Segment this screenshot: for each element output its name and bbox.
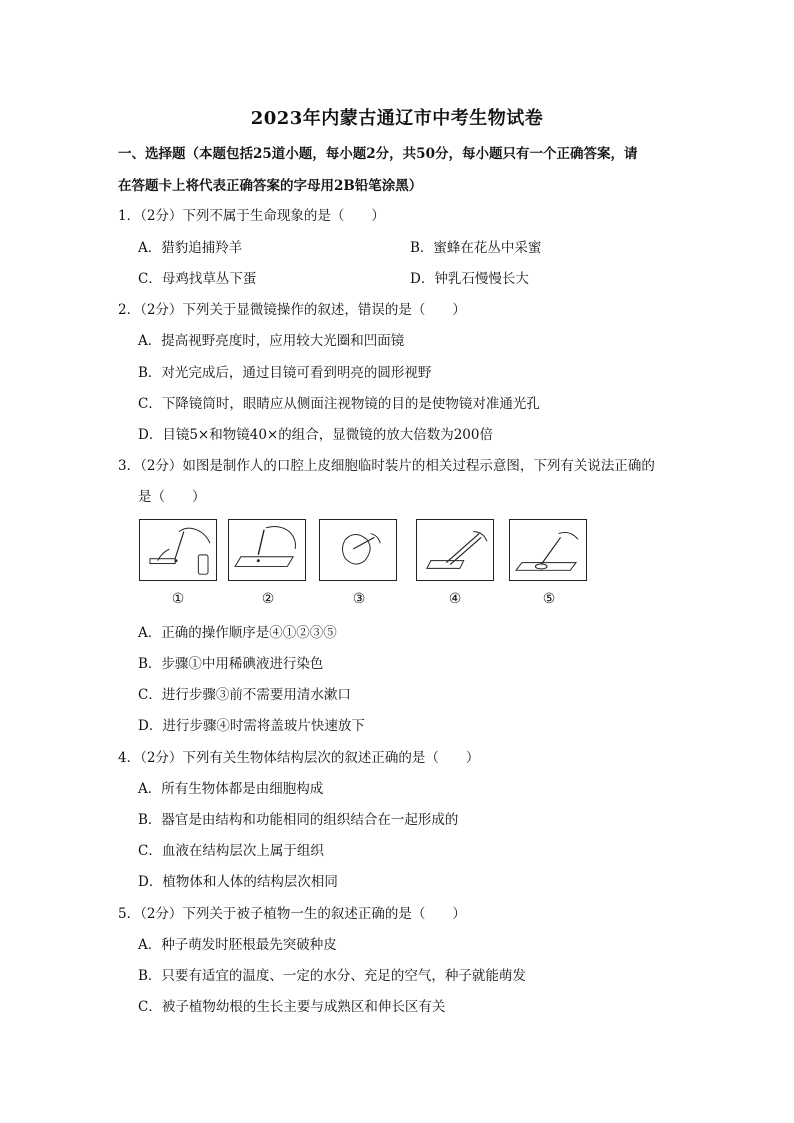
q5-option-a: A．种子萌发时胚根最先突破种皮 (138, 937, 337, 953)
q1-option-d: D．钟乳石慢慢长大 (410, 271, 529, 287)
figure-label-3: ③ (352, 591, 366, 607)
q4-option-b: B．器官是由结构和功能相同的组织结合在一起形成的 (138, 812, 459, 828)
q4-stem: 4．（2分）下列有关生物体结构层次的叙述正确的是（ ） (118, 750, 480, 766)
q2-option-b: B．对光完成后，通过目镜可看到明亮的圆形视野 (138, 365, 432, 381)
q2-option-a: A．提高视野亮度时，应用较大光圈和凹面镜 (138, 333, 405, 349)
q5-option-c: C．被子植物幼根的生长主要与成熟区和伸长区有关 (138, 999, 446, 1015)
q3-option-a: A．正确的操作顺序是④①②③⑤ (138, 625, 337, 641)
q3-stem-line1: 3．（2分）如图是制作人的口腔上皮细胞临时装片的相关过程示意图，下列有关说法正确的 (118, 458, 655, 474)
q1-option-b: B．蜜蜂在花丛中采蜜 (410, 240, 542, 256)
q3-option-b: B．步骤①中用稀碘液进行染色 (138, 656, 324, 672)
figure-label-4: ④ (448, 591, 462, 607)
q3-figure-step-5 (509, 519, 587, 581)
section-heading-line2: 在答题卡上将代表正确答案的字母用2B铅笔涂黑） (118, 178, 423, 194)
q3-figure-step-3 (319, 519, 397, 581)
q5-option-b: B．只要有适宜的温度、一定的水分、充足的空气，种子就能萌发 (138, 968, 526, 984)
dropper-slide-illustration (229, 520, 305, 580)
q2-option-d: D．目镜5×和物镜40×的组合，显微镜的放大倍数为200倍 (138, 427, 493, 443)
q3-figure-step-2 (228, 519, 306, 581)
q1-option-c: C．母鸡找草丛下蛋 (138, 271, 257, 287)
section-heading-line1: 一、选择题（本题包括25道小题，每小题2分，共50分，每小题只有一个正确答案，请 (118, 146, 638, 162)
figure-label-5: ⑤ (542, 591, 556, 607)
q1-option-a: A．猎豹追捕羚羊 (138, 240, 243, 256)
q2-stem: 2．（2分）下列关于显微镜操作的叙述，错误的是（ ） (118, 302, 466, 318)
page-title: 2023年内蒙古通辽市中考生物试卷 (250, 108, 544, 129)
q3-option-c: C．进行步骤③前不需要用清水漱口 (138, 687, 351, 703)
q3-option-d: D．进行步骤④时需将盖玻片快速放下 (138, 718, 365, 734)
dropper-bottle-illustration (140, 520, 216, 580)
q2-option-c: C．下降镜筒时，眼睛应从侧面注视物镜的目的是使物镜对准通光孔 (138, 396, 540, 412)
forceps-coverslip-illustration (417, 520, 493, 580)
q1-stem: 1．（2分）下列不属于生命现象的是（ ） (118, 208, 385, 224)
q3-figure-step-4 (416, 519, 494, 581)
mouth-swab-illustration (320, 520, 396, 580)
figure-label-1: ① (171, 591, 185, 607)
q5-stem: 5．（2分）下列关于被子植物一生的叙述正确的是（ ） (118, 906, 466, 922)
q3-figure-step-1 (139, 519, 217, 581)
figure-label-2: ② (261, 591, 275, 607)
q3-stem-line2: 是（ ） (138, 489, 206, 505)
q4-option-c: C．血液在结构层次上属于组织 (138, 843, 324, 859)
q4-option-d: D．植物体和人体的结构层次相同 (138, 874, 338, 890)
q4-option-a: A．所有生物体都是由细胞构成 (138, 781, 324, 797)
swab-slide-illustration (510, 520, 586, 580)
